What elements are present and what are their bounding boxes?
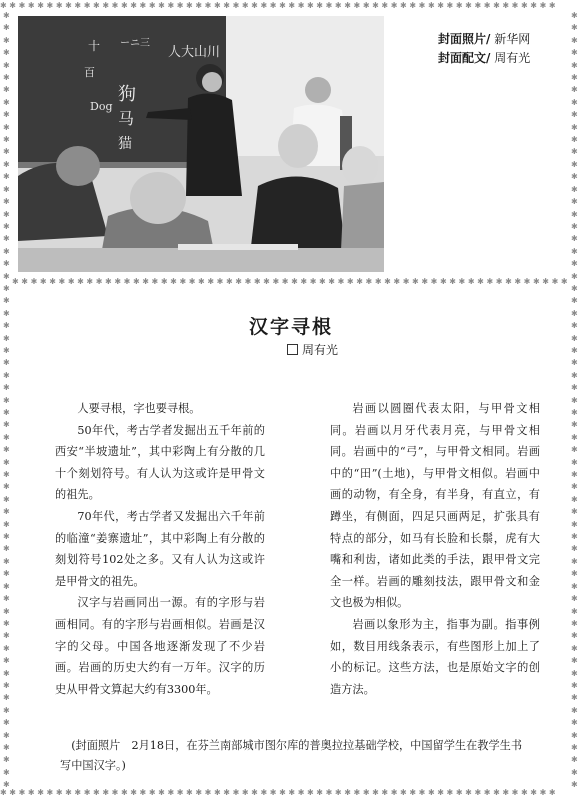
star-border-divider: ✱✱✱✱✱✱✱✱✱✱✱✱✱✱✱✱✱✱✱✱✱✱✱✱✱✱✱✱✱✱✱✱✱✱✱✱✱✱✱✱✱✱✱✱✱✱✱✱✱✱✱✱✱✱✱✱✱✱✱✱ — [12, 278, 570, 286]
text-credit-label: 封面配文/ — [438, 51, 491, 65]
cover-photo — [18, 16, 384, 272]
star-border-left: ✱✱✱✱✱✱✱✱✱✱✱✱✱✱✱✱✱✱✱✱✱✱✱✱✱✱✱✱✱✱✱✱✱✱✱✱✱✱✱✱✱✱✱✱✱✱✱✱✱✱✱✱✱✱✱✱✱✱✱✱✱✱✱ — [3, 11, 10, 790]
photo-credit — [438, 30, 530, 49]
star-border-right: ✱✱✱✱✱✱✱✱✱✱✱✱✱✱✱✱✱✱✱✱✱✱✱✱✱✱✱✱✱✱✱✱✱✱✱✱✱✱✱✱✱✱✱✱✱✱✱✱✱✱✱✱✱✱✱✱✱✱✱✱✱✱✱ — [571, 11, 578, 790]
article-title: 汉字寻根 — [248, 316, 333, 338]
blackboard-char: 马 — [118, 109, 135, 128]
cover-credits — [438, 30, 530, 68]
paragraph: 70年代，考古学者又发掘出六千年前的临潼“姜寨遗址”，其中彩陶上有分散的刻划符号102处之多。又有人认为这或许是甲骨文的祖先。 — [55, 509, 265, 588]
blackboard-char: 猫 — [118, 136, 132, 152]
paragraph: 汉字与岩画同出一源。有的字形与岩画相同。有的字形与岩画相似。岩画是汉字的父母。中国各地逐渐发现了不少岩画。岩画的历史大约有一万年。汉字的历史从甲骨文算起大约有3300年。 — [55, 596, 265, 696]
blackboard-char: 百 — [84, 66, 95, 79]
square-icon — [287, 344, 298, 355]
paragraph: 岩画以象形为主，指事为副。指事例如，数目用线条表示，有些图形上加上了小的标记。这些方法，也是原始文字的创造方法。 — [330, 617, 540, 696]
paragraph: 50年代，考古学者发掘出五千年前的西安“半坡遗址”，其中彩陶上有分散的几十个刻划符号。有人认为这或许是甲骨文的祖先。 — [55, 423, 265, 502]
photo-credit-value: 新华网 — [494, 32, 531, 46]
photo-caption: (封面照片 2月18日，在芬兰南部城市图尔库的普奥拉拉基础学校，中国留学生在教学生书写中国汉字。) — [60, 739, 523, 772]
star-border-bottom: ✱✱✱✱✱✱✱✱✱✱✱✱✱✱✱✱✱✱✱✱✱✱✱✱✱✱✱✱✱✱✱✱✱✱✱✱✱✱✱✱✱✱✱✱✱✱✱✱✱✱✱✱✱✱✱✱✱✱✱✱ — [0, 789, 559, 797]
article-column-right — [330, 398, 540, 700]
blackboard-char: 十 — [88, 39, 101, 53]
blackboard-char: Dog — [90, 100, 113, 113]
article-column-left — [55, 398, 265, 700]
text-credit — [438, 49, 530, 68]
blackboard-char: ーニ三 — [120, 38, 150, 49]
star-border-top: ✱✱✱✱✱✱✱✱✱✱✱✱✱✱✱✱✱✱✱✱✱✱✱✱✱✱✱✱✱✱✱✱✱✱✱✱✱✱✱✱✱✱✱✱✱✱✱✱✱✱✱✱✱✱✱✱✱✱✱✱ — [0, 2, 559, 10]
text-credit-value: 周有光 — [494, 51, 531, 65]
article-author — [287, 341, 338, 358]
blackboard-char: 狗 — [118, 84, 136, 105]
photo-credit-label: 封面照片/ — [438, 32, 491, 46]
paragraph: 人要寻根，字也要寻根。 — [77, 402, 201, 415]
paragraph: 岩画以圆圈代表太阳，与甲骨文相同。岩画以月牙代表月亮，与甲骨文相同。岩画中的“弓”，与甲骨文相同。岩画中的“田”(土地)，与甲骨文相似。岩画中画的动物，有全身，有半身，有直立，有蹲坐，有侧面，四足只画两足，扩张具有特点的部分，如马有长脸和长鬃，虎有大嘴和利齿，诸如此类的手法，跟甲骨文完全一样。岩画的雕刻技法，跟甲骨文和金文也极为相似。 — [330, 402, 540, 610]
blackboard-char: 人大山川 — [168, 45, 221, 60]
author-name: 周有光 — [302, 343, 339, 357]
